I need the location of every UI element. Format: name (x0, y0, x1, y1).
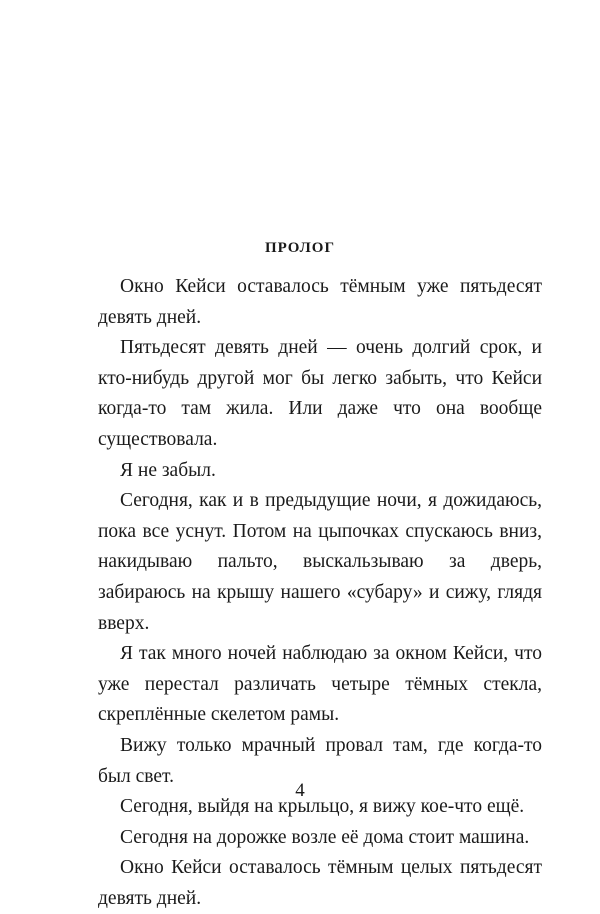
chapter-body (98, 272, 542, 914)
chapter-title: пролог (264, 232, 336, 257)
paragraph: Окно Кейси оставалось тёмным целых пятьдесят девять дней. (98, 857, 542, 909)
paragraph: Сегодня, как и в предыдущие ночи, я дожидаюсь, пока все уснут. Потом на цыпочках спускаюсь вниз, накидываю пальто, выскальзываю за дверь, забираюсь на крышу нашего «субару» и сижу, глядя вверх. (98, 490, 542, 634)
paragraph: Я так много ночей наблюдаю за окном Кейси, что уже перестал различать четыре тёмных стекла, скреплённые скелетом рамы. (98, 643, 542, 726)
page-number: 4 (295, 780, 305, 801)
paragraph: Вижу только мрачный провал там, где когда-то был свет. (98, 734, 542, 787)
paragraph: Сегодня на дорожке возле её дома стоит машина. (120, 826, 530, 848)
paragraph: Я не забыл. (120, 459, 216, 481)
paragraph: Сегодня, выйдя на крыльцо, я вижу кое-что ещё. (120, 796, 525, 818)
paragraph: Окно Кейси оставалось тёмным уже пятьдесят девять дней. (98, 276, 542, 328)
paragraph: Пятьдесят девять дней — очень долгий срок, и кто-нибудь другой мог бы легко забыть, что Кейси когда-то там жила. Или даже что она вообще существовала. (98, 337, 542, 450)
